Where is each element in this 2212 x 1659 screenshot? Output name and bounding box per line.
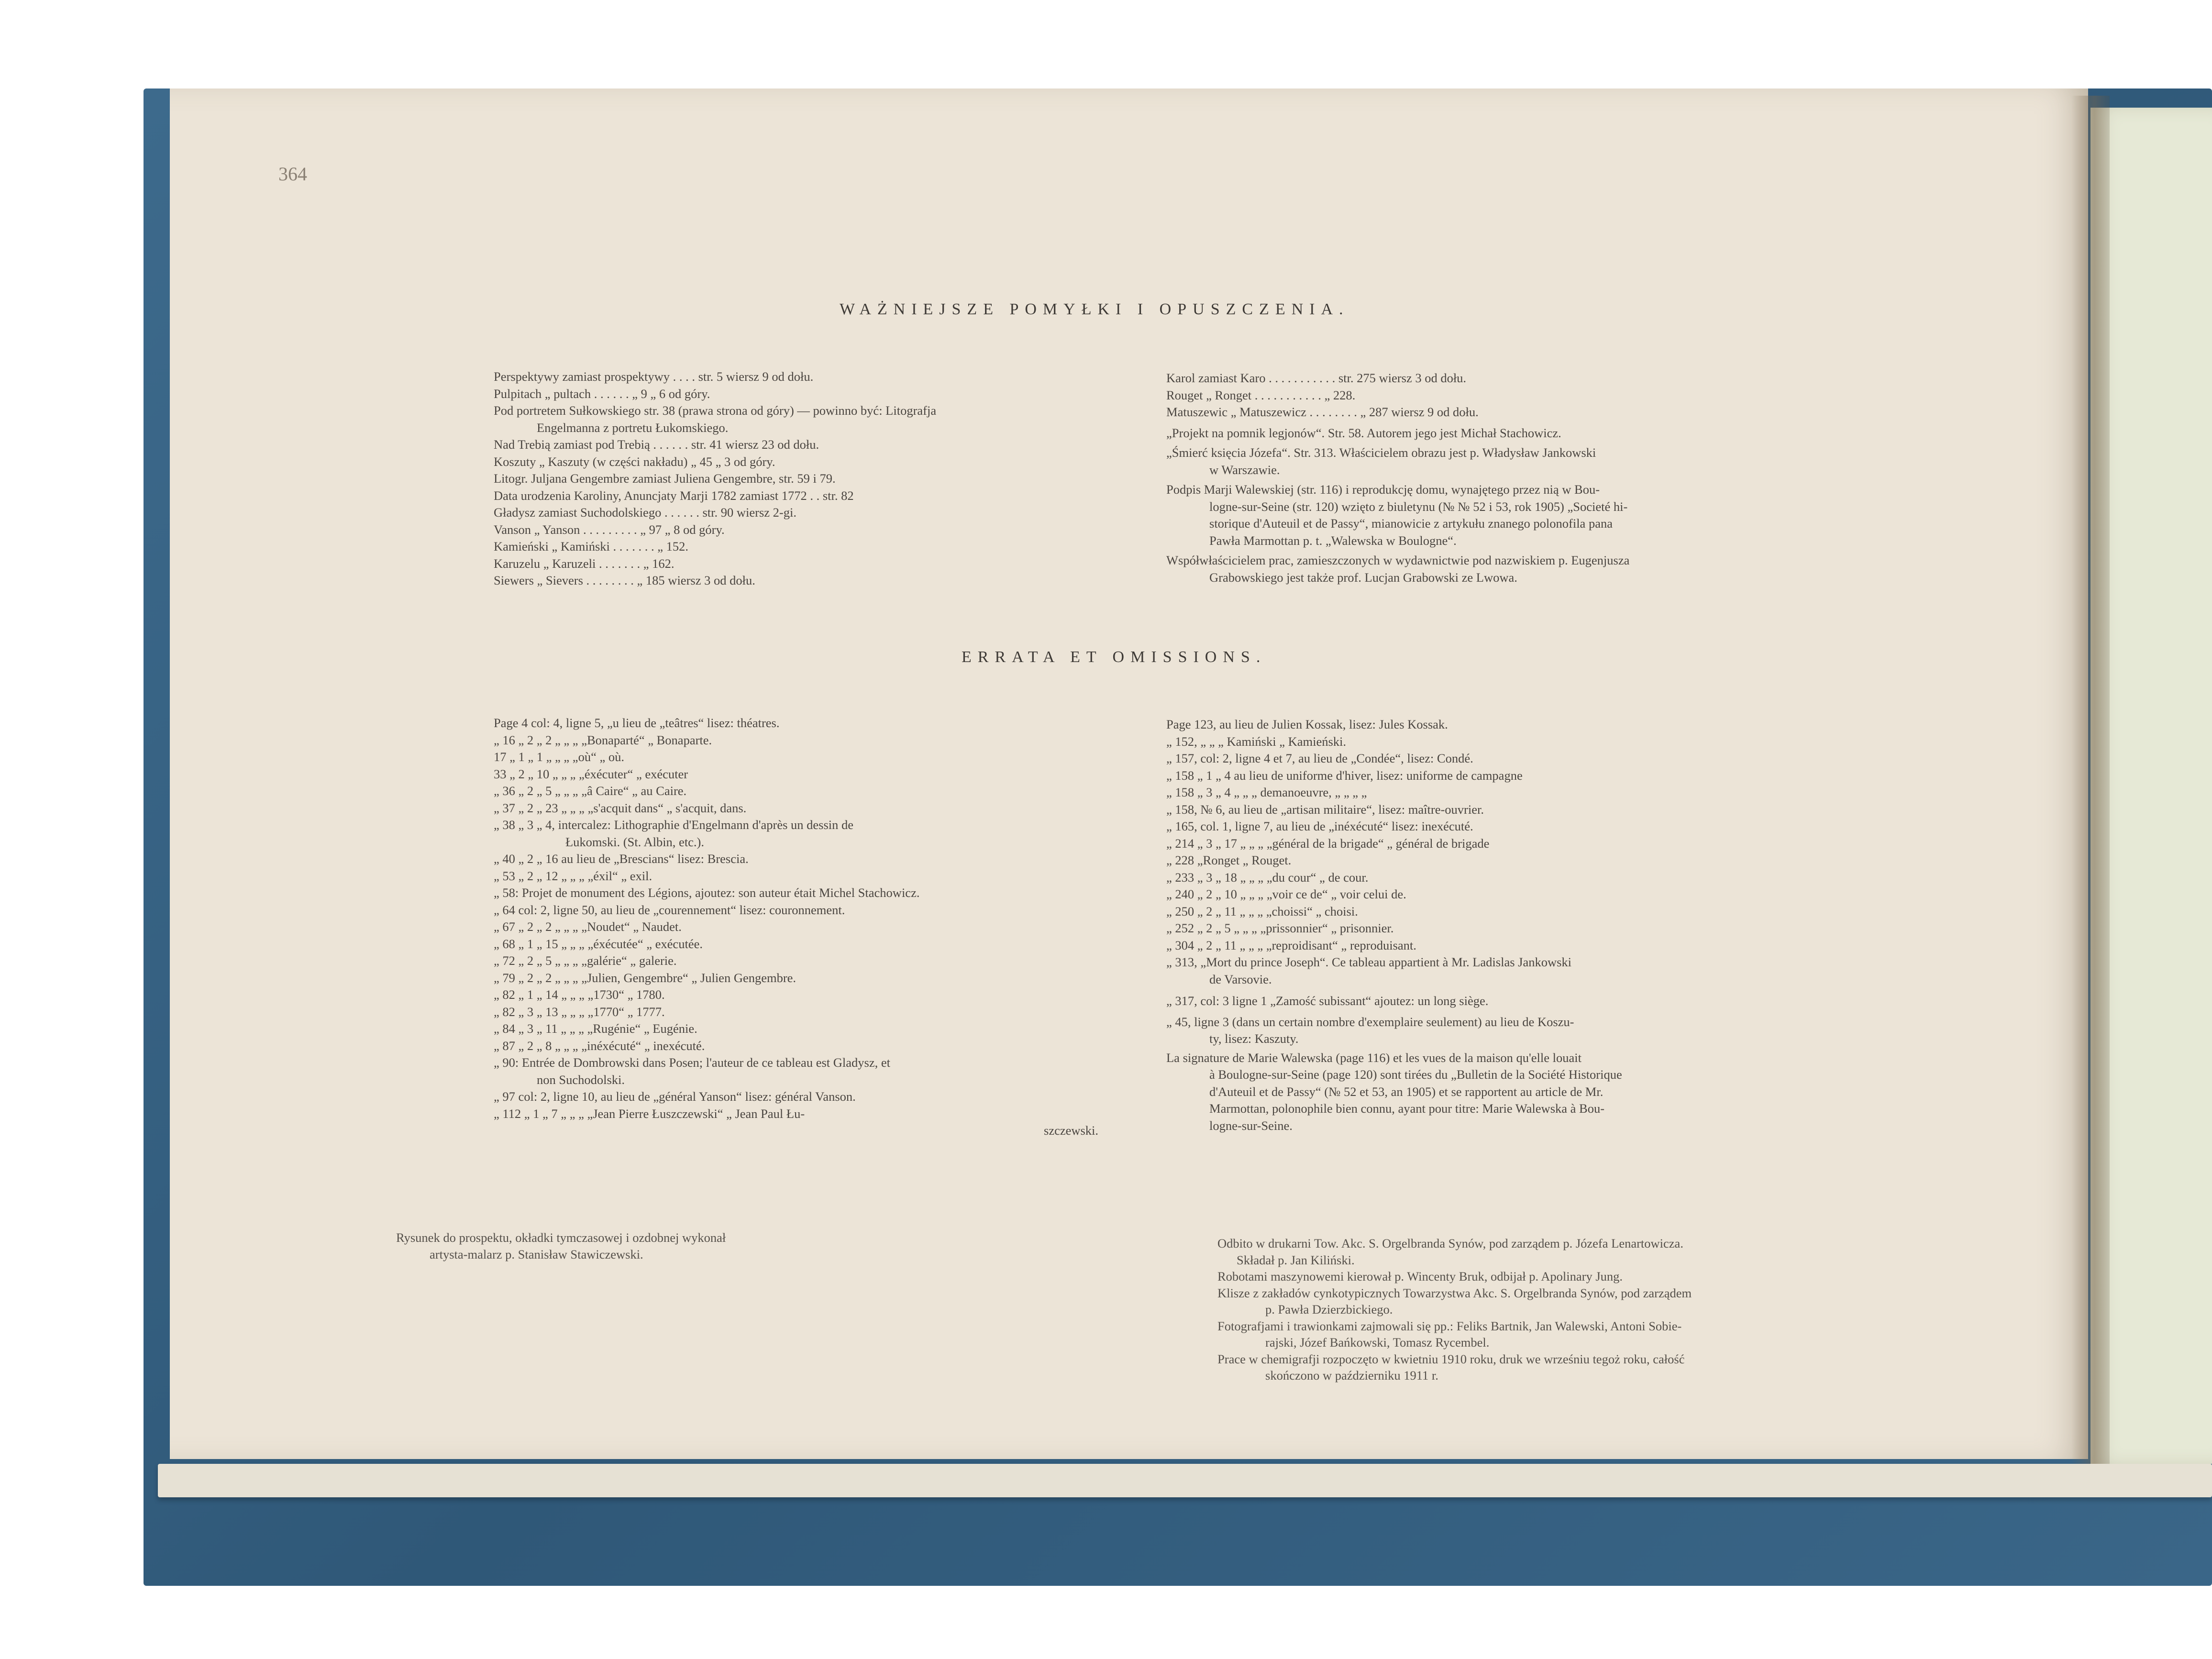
errata-line: „ 84 „ 3 „ 11 „ „ „ „Rugénie“ „ Eugénie. xyxy=(494,1021,697,1036)
errata-line: Podpis Marji Walewskiej (str. 116) i reprodukcję domu, wynajętego przez nią w Bou- xyxy=(1166,482,1600,497)
errata-line: Perspektywy zamiast prospektywy . . . . str. 5 wiersz 9 od dołu. xyxy=(494,369,814,384)
errata-line: „ 233 „ 3 „ 18 „ „ „ „du cour“ „ de cour. xyxy=(1166,870,1369,885)
errata-line: La signature de Marie Walewska (page 116) et les vues de la maison qu'elle louait xyxy=(1166,1050,1582,1065)
credit-line: Robotami maszynowemi kierował p. Wincenty Bruk, odbijał p. Apolinary Jung. xyxy=(1217,1269,1623,1283)
errata-line: „ 228 „Ronget „ Rouget. xyxy=(1166,853,1292,867)
errata-line: „ 36 „ 2 „ 5 „ „ „ „â Caire“ „ au Caire. xyxy=(494,784,687,798)
errata-line: „ 252 „ 2 „ 5 „ „ „ „prissonnier“ „ prisonnier. xyxy=(1166,921,1394,935)
errata-line: Pawła Marmottan p. t. „Walewska w Boulogne“. xyxy=(1209,533,1457,548)
errata-line: Siewers „ Sievers . . . . . . . . „ 185 wiersz 3 od dołu. xyxy=(494,573,755,587)
errata-line: „ 16 „ 2 „ 2 „ „ „ „Bonaparté“ „ Bonaparte. xyxy=(494,732,712,747)
errata-line: Pulpitach „ pultach . . . . . . „ 9 „ 6 od góry. xyxy=(494,386,710,401)
credit-line: Odbito w drukarni Tow. Akc. S. Orgelbranda Synów, pod zarządem p. Józefa Lenartowicza. xyxy=(1217,1236,1683,1250)
errata-line: w Warszawie. xyxy=(1209,462,1280,477)
errata-line: „ 165, col. 1, ligne 7, au lieu de „inéxécuté“ lisez: inexécuté. xyxy=(1166,819,1473,833)
errata-line: Współwłaścicielem prac, zamieszczonych w wydawnictwie pod nazwiskiem p. Eugenjusza xyxy=(1166,553,1630,567)
errata-line: „ 87 „ 2 „ 8 „ „ „ „inéxécuté“ „ inexécuté. xyxy=(494,1038,705,1053)
errata-line: Vanson „ Yanson . . . . . . . . . „ 97 „ 8 od góry. xyxy=(494,522,725,537)
errata-line: „ 53 „ 2 „ 12 „ „ „ „éxil“ „ exil. xyxy=(494,868,653,883)
errata-line: d'Auteuil et de Passy“ (№ 52 et 53, an 1905) et se rapportent au article de Mr. xyxy=(1209,1084,1604,1099)
errata-line: Engelmanna z portretu Łukomskiego. xyxy=(537,420,729,435)
errata-line: „Projekt na pomnik legjonów“. Str. 58. Autorem jego jest Michał Stachowicz. xyxy=(1166,425,1561,440)
errata-line: „ 38 „ 3 „ 4, intercalez: Lithographie d'Engelmann d'après un dessin de xyxy=(494,818,854,832)
errata-line: 33 „ 2 „ 10 „ „ „ „éxécuter“ „ exécuter xyxy=(494,766,688,781)
errata-line: de Varsovie. xyxy=(1209,972,1272,986)
errata-line: „ 304 „ 2 „ 11 „ „ „ „reproidisant“ „ reproduisant. xyxy=(1166,938,1416,952)
errata-line: Marmottan, polonophile bien connu, ayant pour titre: Marie Walewska à Bou- xyxy=(1209,1101,1605,1116)
credit-line: Prace w chemigrafji rozpoczęto w kwietniu 1910 roku, druk we wrześniu tegoż roku, całość xyxy=(1217,1351,1685,1366)
errata-line: logne-sur-Seine (str. 120) wzięto z biuletynu (№ № 52 i 53, rok 1905) „Societé hi- xyxy=(1209,499,1628,514)
errata-line: Grabowskiego jest także prof. Lucjan Grabowski ze Lwowa. xyxy=(1209,570,1517,585)
errata-line: szczewski. xyxy=(1044,1123,1099,1138)
errata-line: „Śmierć księcia Józefa“. Str. 313. Właścicielem obrazu jest p. Władysław Jankowski xyxy=(1166,445,1596,460)
credit-line: rajski, Józef Bańkowski, Tomasz Rycembel. xyxy=(1265,1335,1490,1349)
errata-line: Rouget „ Ronget . . . . . . . . . . . „ 228. xyxy=(1166,387,1356,402)
errata-line: Pod portretem Sułkowskiego str. 38 (prawa strona od góry) — powinno być: Litografja xyxy=(494,403,937,418)
french-errata-title: ERRATA ET OMISSIONS. xyxy=(962,648,1267,666)
errata-line: „ 79 „ 2 „ 2 „ „ „ „Julien, Gengembre“ „ Julien Gengembre. xyxy=(494,970,796,985)
errata-line: à Boulogne-sur-Seine (page 120) sont tirées du „Bulletin de la Société Historique xyxy=(1209,1067,1622,1082)
errata-line: Łukomski. (St. Albin, etc.). xyxy=(565,834,705,849)
errata-line: „ 112 „ 1 „ 7 „ „ „ „Jean Pierre Łuszczewski“ „ Jean Paul Łu- xyxy=(494,1106,805,1121)
errata-line: Karuzelu „ Karuzeli . . . . . . . „ 162. xyxy=(494,556,675,571)
errata-line: „ 68 „ 1 „ 15 „ „ „ „éxécutée“ „ exécutée. xyxy=(494,936,703,951)
errata-line: Page 4 col: 4, ligne 5, „u lieu de „teâtres“ lisez: théatres. xyxy=(494,716,780,730)
errata-line: Kamieński „ Kamiński . . . . . . . „ 152. xyxy=(494,539,689,553)
errata-line: Litogr. Juljana Gengembre zamiast Juliena Gengembre, str. 59 i 79. xyxy=(494,471,836,486)
errata-line: „ 82 „ 3 „ 13 „ „ „ „1770“ „ 1777. xyxy=(494,1004,665,1019)
page-number: 364 xyxy=(278,163,307,185)
credit-line: Składał p. Jan Kiliński. xyxy=(1237,1252,1355,1267)
credit-line: Fotografjami i trawionkami zajmowali się pp.: Feliks Bartnik, Jan Walewski, Antoni Sobie- xyxy=(1217,1318,1682,1333)
printer-credits xyxy=(1217,1235,1692,1384)
credit-line: Klisze z zakładów cynkotypicznych Towarzystwa Akc. S. Orgelbranda Synów, pod zarządem xyxy=(1217,1285,1692,1300)
page-edges xyxy=(158,1464,2212,1497)
errata-line: „ 97 col: 2, ligne 10, au lieu de „général Yanson“ lisez: général Vanson. xyxy=(494,1089,856,1104)
errata-line: Karol zamiast Karo . . . . . . . . . . . str. 275 wiersz 3 od dołu. xyxy=(1166,371,1467,385)
errata-line: „ 240 „ 2 „ 10 „ „ „ „voir ce de“ „ voir celui de. xyxy=(1166,887,1406,901)
errata-line: „ 158 „ 3 „ 4 „ „ „ demanoeuvre, „ „ „ „ xyxy=(1166,785,1367,799)
polish-errata-title: WAŻNIEJSZE POMYŁKI I OPUSZCZENIA. xyxy=(840,300,1349,318)
illustrator-credit xyxy=(396,1229,726,1263)
errata-line: ty, lisez: Kaszuty. xyxy=(1209,1031,1299,1046)
errata-line: „ 67 „ 2 „ 2 „ „ „ „Noudet“ „ Naudet. xyxy=(494,919,682,934)
errata-line: „ 158 „ 1 „ 4 au lieu de uniforme d'hiver, lisez: uniforme de campagne xyxy=(1166,768,1523,783)
errata-line: Gładysz zamiast Suchodolskiego . . . . . . str. 90 wiersz 2-gi. xyxy=(494,505,796,520)
errata-line: logne-sur-Seine. xyxy=(1209,1118,1293,1133)
errata-line: „ 58: Projet de monument des Légions, ajoutez: son auteur était Michel Stachowicz. xyxy=(494,885,920,900)
credit-line: Rysunek do prospektu, okładki tymczasowej i ozdobnej wykonał xyxy=(396,1230,726,1245)
errata-line: „ 37 „ 2 „ 23 „ „ „ „s'acquit dans“ „ s'acquit, dans. xyxy=(494,800,747,815)
book-gutter xyxy=(2071,96,2110,1464)
errata-line: Koszuty „ Kaszuty (w części nakładu) „ 45 „ 3 od góry. xyxy=(494,454,775,469)
errata-line: 17 „ 1 „ 1 „ „ „ „où“ „ où. xyxy=(494,750,624,764)
errata-line: „ 158, № 6, au lieu de „artisan militaire“, lisez: maître-ouvrier. xyxy=(1166,802,1484,817)
errata-line: „ 40 „ 2 „ 16 au lieu de „Brescians“ lisez: Brescia. xyxy=(494,852,749,866)
french-errata-right-column xyxy=(1166,716,1622,1134)
french-errata-left-column xyxy=(494,715,1098,1139)
errata-line: „ 45, ligne 3 (dans un certain nombre d'exemplaire seulement) au lieu de Koszu- xyxy=(1166,1014,1574,1029)
credit-line: p. Pawła Dzierzbickiego. xyxy=(1265,1302,1393,1316)
credit-line: artysta-malarz p. Stanisław Stawiczewski. xyxy=(430,1247,643,1261)
errata-line: „ 90: Entrée de Dombrowski dans Posen; l'auteur de ce tableau est Gladysz, et xyxy=(494,1055,890,1070)
errata-line: Matuszewic „ Matuszewicz . . . . . . . . „ 287 wiersz 9 od dołu. xyxy=(1166,405,1479,419)
errata-line: „ 152, „ „ „ Kamiński „ Kamieński. xyxy=(1166,734,1347,749)
errata-line: non Suchodolski. xyxy=(537,1072,625,1087)
errata-line: „ 317, col: 3 ligne 1 „Zamość subissant“ ajoutez: un long siège. xyxy=(1166,994,1489,1008)
errata-line: „ 82 „ 1 „ 14 „ „ „ „1730“ „ 1780. xyxy=(494,987,665,1002)
errata-line: Nad Trebią zamiast pod Trebią . . . . . . str. 41 wiersz 23 od dołu. xyxy=(494,437,819,452)
errata-line: „ 250 „ 2 „ 11 „ „ „ „choissi“ „ choisi. xyxy=(1166,904,1358,918)
errata-line: Page 123, au lieu de Julien Kossak, lisez: Jules Kossak. xyxy=(1166,717,1448,731)
errata-line: „ 157, col: 2, ligne 4 et 7, au lieu de „Condée“, lisez: Condé. xyxy=(1166,751,1473,765)
credit-line: skończono w październiku 1911 r. xyxy=(1265,1368,1438,1382)
errata-line: „ 214 „ 3 „ 17 „ „ „ „général de la brigade“ „ général de brigade xyxy=(1166,836,1490,851)
errata-line: storique d'Auteuil et de Passy“, mianowicie z artykułu znanego polonofila pana xyxy=(1209,516,1613,531)
errata-line: „ 313, „Mort du prince Joseph“. Ce tableau appartient à Mr. Ladislas Jankowski xyxy=(1166,955,1572,969)
errata-line: Data urodzenia Karoliny, Anuncjaty Marji 1782 zamiast 1772 . . str. 82 xyxy=(494,488,854,503)
errata-line: „ 72 „ 2 „ 5 „ „ „ „galérie“ „ galerie. xyxy=(494,953,677,968)
errata-line: „ 64 col: 2, ligne 50, au lieu de „courennement“ lisez: couronnement. xyxy=(494,902,845,917)
polish-errata-right-column xyxy=(1166,370,1629,586)
polish-errata-left-column xyxy=(494,368,936,589)
